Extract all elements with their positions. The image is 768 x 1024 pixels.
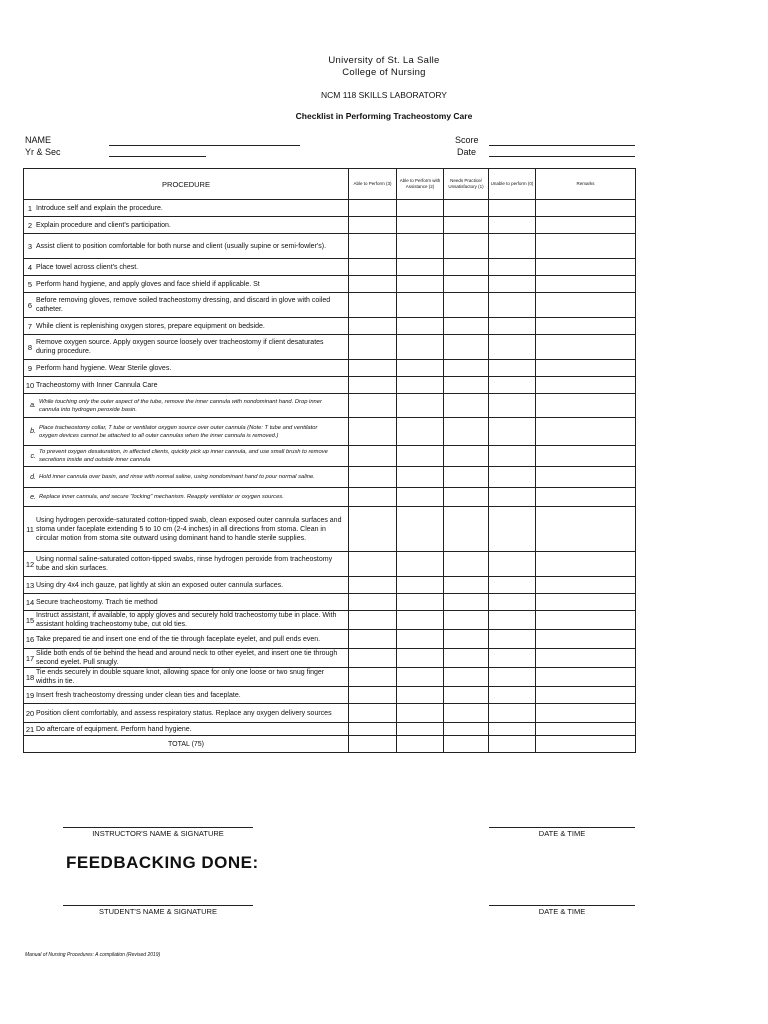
- remarks-cell[interactable]: [536, 704, 636, 723]
- score-cell-able[interactable]: [349, 611, 397, 630]
- score-cell-able[interactable]: [349, 200, 397, 217]
- procedure-cell: [24, 234, 349, 259]
- score-cell-needs[interactable]: [444, 335, 489, 360]
- step-number: 16: [25, 634, 35, 644]
- instructor-date-label: DATE & TIME: [538, 829, 586, 838]
- yrsec-field[interactable]: [109, 156, 206, 157]
- score-cell-unable[interactable]: [489, 200, 536, 217]
- instructor-signature-label: INSTRUCTOR'S NAME & SIGNATURE: [92, 829, 224, 838]
- table-row: [24, 259, 636, 276]
- score-cell-able[interactable]: [349, 259, 397, 276]
- score-cell-unable[interactable]: [489, 335, 536, 360]
- score-cell-assist[interactable]: [397, 259, 444, 276]
- substep-cell: [24, 394, 349, 418]
- score-cell-needs[interactable]: [444, 234, 489, 259]
- score-cell-needs[interactable]: [444, 467, 489, 488]
- score-cell-assist[interactable]: [397, 394, 444, 418]
- remarks-cell[interactable]: [536, 611, 636, 630]
- remarks-cell[interactable]: [536, 200, 636, 217]
- remarks-cell[interactable]: [536, 360, 636, 377]
- score-cell-assist[interactable]: [397, 552, 444, 577]
- score-cell-able[interactable]: [349, 704, 397, 723]
- procedure-cell: [24, 552, 349, 577]
- score-cell-needs[interactable]: [444, 668, 489, 687]
- score-cell-unable[interactable]: [489, 394, 536, 418]
- col-remarks-header: Remarks: [536, 169, 636, 200]
- remarks-cell[interactable]: [536, 293, 636, 318]
- table-row: [24, 611, 636, 630]
- step-text: Position client comfortably, and assess respiratory status. Replace any oxygen delivery sources: [36, 709, 332, 717]
- table-row: [24, 377, 636, 394]
- university-name: University of St. La Salle: [328, 55, 440, 66]
- score-cell-unable[interactable]: [489, 611, 536, 630]
- step-number: 6: [27, 300, 33, 310]
- score-cell-needs[interactable]: [444, 507, 489, 552]
- step-text: Perform hand hygiene, and apply gloves and face shield if applicable. St: [36, 280, 260, 288]
- procedure-cell: [24, 577, 349, 594]
- score-cell-able[interactable]: [349, 377, 397, 394]
- score-cell-unable[interactable]: [489, 467, 536, 488]
- score-cell-needs[interactable]: [444, 276, 489, 293]
- score-cell-assist[interactable]: [397, 335, 444, 360]
- score-cell-assist[interactable]: [397, 668, 444, 687]
- score-cell-able[interactable]: [349, 293, 397, 318]
- procedure-cell: [24, 318, 349, 335]
- col-unable-header: Unable to perform (0): [489, 169, 536, 200]
- score-cell-able[interactable]: [349, 668, 397, 687]
- date-label: Date: [457, 147, 477, 157]
- student-date-line[interactable]: [489, 905, 635, 906]
- remarks-cell[interactable]: [536, 446, 636, 467]
- score-cell-needs[interactable]: [444, 723, 489, 736]
- step-number: 15: [25, 615, 35, 625]
- procedure-cell: [24, 668, 349, 687]
- step-number: 14: [25, 597, 35, 607]
- procedure-cell: [24, 293, 349, 318]
- remarks-cell[interactable]: [536, 723, 636, 736]
- score-cell-able[interactable]: [349, 217, 397, 234]
- substep-cell: [24, 418, 349, 446]
- step-number: 11: [26, 524, 34, 534]
- score-cell-needs[interactable]: [444, 552, 489, 577]
- table-row: [24, 507, 636, 552]
- col-needs-header: Needs Practice/ Unsatisfactory (1): [444, 169, 489, 200]
- remarks-cell[interactable]: [536, 418, 636, 446]
- step-number: 18: [25, 672, 35, 682]
- table-row: [24, 704, 636, 723]
- substep-letter: d.: [30, 473, 36, 481]
- table-row: [24, 649, 636, 668]
- substep-text: Replace inner cannula, and secure "locking" mechanism. Reapply ventilator or oxygen sources.: [39, 494, 284, 500]
- remarks-cell[interactable]: [536, 259, 636, 276]
- table-row: [24, 594, 636, 611]
- score-cell-unable[interactable]: [489, 377, 536, 394]
- step-number: 1: [27, 203, 33, 213]
- substep-text: To prevent oxygen desaturation, in affected clients, quickly pick up inner cannula, and use small brush to remove secretions inside and outside inner cannula: [39, 449, 328, 463]
- score-cell-assist[interactable]: [397, 276, 444, 293]
- substep-letter: b.: [30, 428, 36, 435]
- col-assist-header: Able to Perform with Assistance (2): [397, 169, 444, 200]
- score-cell-unable[interactable]: [489, 649, 536, 668]
- score-cell-unable[interactable]: [489, 687, 536, 704]
- remarks-cell[interactable]: [536, 394, 636, 418]
- step-number: 10: [25, 380, 35, 390]
- table-row: [24, 552, 636, 577]
- feedback-heading: FEEDBACKING DONE:: [66, 853, 259, 872]
- table-row: [24, 723, 636, 736]
- step-number: 19: [25, 690, 35, 700]
- step-number: 12: [25, 559, 35, 569]
- score-cell-unable[interactable]: [489, 704, 536, 723]
- score-cell-assist[interactable]: [397, 507, 444, 552]
- score-cell-unable[interactable]: [489, 418, 536, 446]
- step-text: Remove oxygen source. Apply oxygen source loosely over tracheostomy if client desaturates during procedure.: [36, 339, 324, 355]
- remarks-cell[interactable]: [536, 377, 636, 394]
- table-subrow: [24, 488, 636, 507]
- col-able-header: Able to Perform (3): [349, 169, 397, 200]
- remarks-cell[interactable]: [536, 630, 636, 649]
- score-cell-able[interactable]: [349, 360, 397, 377]
- score-cell-assist[interactable]: [397, 217, 444, 234]
- procedure-cell: [24, 594, 349, 611]
- step-text: Before removing gloves, remove soiled tracheostomy dressing, and discard in glove with coiled catheter.: [36, 297, 331, 313]
- instructor-date-line[interactable]: [489, 827, 635, 828]
- step-number: 5: [27, 279, 33, 289]
- score-cell-unable[interactable]: [489, 318, 536, 335]
- score-cell-able[interactable]: [349, 552, 397, 577]
- score-cell-able[interactable]: [349, 507, 397, 552]
- step-text: Insert fresh tracheostomy dressing under clean ties and faceplate.: [36, 691, 241, 699]
- step-text: Secure tracheostomy. Trach tie method: [36, 598, 158, 606]
- step-text: Explain procedure and client's participation.: [36, 221, 171, 229]
- procedure-cell: [24, 723, 349, 736]
- procedure-cell: [24, 377, 349, 394]
- score-cell-unable[interactable]: [489, 577, 536, 594]
- procedure-cell: [24, 649, 349, 668]
- substep-letter: c.: [30, 452, 36, 460]
- score-field[interactable]: [489, 145, 635, 146]
- procedure-cell: [24, 217, 349, 234]
- score-cell-needs[interactable]: [444, 446, 489, 467]
- score-cell-assist[interactable]: [397, 704, 444, 723]
- score-cell-assist[interactable]: [397, 318, 444, 335]
- total-label: TOTAL (75): [24, 736, 349, 753]
- score-cell-able[interactable]: [349, 318, 397, 335]
- score-cell-able[interactable]: [349, 649, 397, 668]
- score-cell-assist[interactable]: [397, 377, 444, 394]
- step-text: Using dry 4x4 inch gauze, pat lightly at skin an exposed outer cannula surfaces.: [36, 581, 284, 589]
- remarks-cell[interactable]: [536, 577, 636, 594]
- remarks-cell[interactable]: [536, 736, 636, 753]
- step-text: Assist client to position comfortable for both nurse and client (usually supine or semi-fowler's).: [36, 242, 327, 250]
- score-cell-able[interactable]: [349, 335, 397, 360]
- substep-cell: [24, 446, 349, 467]
- score-cell-needs[interactable]: [444, 293, 489, 318]
- score-cell-unable[interactable]: [489, 293, 536, 318]
- score-cell-needs[interactable]: [444, 394, 489, 418]
- procedure-cell: [24, 276, 349, 293]
- step-text: Perform hand hygiene. Wear Sterile gloves.: [36, 364, 172, 372]
- date-field[interactable]: [489, 156, 635, 157]
- substep-cell: [24, 467, 349, 488]
- table-row: [24, 318, 636, 335]
- score-cell-unable[interactable]: [489, 259, 536, 276]
- total-row: [24, 736, 636, 753]
- student-signature-line[interactable]: [63, 905, 253, 906]
- step-text: Tie ends securely in double square knot, allowing space for only one loose or two snug finger widths in tie.: [36, 669, 325, 685]
- score-cell-able[interactable]: [349, 630, 397, 649]
- score-cell-needs[interactable]: [444, 318, 489, 335]
- procedure-cell: [24, 630, 349, 649]
- score-cell-assist[interactable]: [397, 293, 444, 318]
- substep-cell: [24, 488, 349, 507]
- step-number: 2: [27, 220, 33, 230]
- substep-letter: e.: [30, 493, 36, 501]
- table-subrow: [24, 467, 636, 488]
- student-signature-label: STUDENT'S NAME & SIGNATURE: [99, 907, 217, 916]
- score-cell-able[interactable]: [349, 394, 397, 418]
- score-cell-unable[interactable]: [489, 630, 536, 649]
- checklist-table: [23, 168, 636, 753]
- college-name: College of Nursing: [342, 67, 426, 78]
- score-cell-needs[interactable]: [444, 736, 489, 753]
- step-number: 17: [25, 653, 35, 663]
- step-number: 3: [27, 241, 33, 251]
- step-number: 4: [27, 262, 33, 272]
- score-cell-assist[interactable]: [397, 418, 444, 446]
- table-row: [24, 234, 636, 259]
- score-label: Score: [455, 135, 479, 145]
- score-cell-unable[interactable]: [489, 668, 536, 687]
- step-text: Take prepared tie and insert one end of the tie through faceplate eyelet, and pull ends even.: [36, 635, 321, 643]
- score-cell-able[interactable]: [349, 723, 397, 736]
- score-cell-needs[interactable]: [444, 377, 489, 394]
- substep-text: Hold inner cannula over basin, and rinse with normal saline, using nondominant hand to pour normal saline.: [39, 474, 315, 480]
- score-cell-able[interactable]: [349, 488, 397, 507]
- score-cell-unable[interactable]: [489, 446, 536, 467]
- score-cell-able[interactable]: [349, 736, 397, 753]
- remarks-cell[interactable]: [536, 668, 636, 687]
- procedure-cell: [24, 687, 349, 704]
- remarks-cell[interactable]: [536, 276, 636, 293]
- table-header-row: [24, 169, 636, 200]
- score-cell-able[interactable]: [349, 446, 397, 467]
- score-cell-needs[interactable]: [444, 611, 489, 630]
- document-title: Checklist in Performing Tracheostomy Care: [295, 111, 473, 121]
- remarks-cell[interactable]: [536, 687, 636, 704]
- score-cell-unable[interactable]: [489, 488, 536, 507]
- step-text: Using normal saline-saturated cotton-tipped swabs, rinse hydrogen peroxide from tracheostomy tube and skin surfaces.: [36, 556, 333, 572]
- score-cell-assist[interactable]: [397, 234, 444, 259]
- remarks-cell[interactable]: [536, 335, 636, 360]
- table-row: [24, 668, 636, 687]
- table-row: [24, 335, 636, 360]
- table-row: [24, 293, 636, 318]
- procedure-cell: [24, 360, 349, 377]
- score-cell-unable[interactable]: [489, 594, 536, 611]
- table-row: [24, 217, 636, 234]
- score-cell-assist[interactable]: [397, 467, 444, 488]
- score-cell-assist[interactable]: [397, 594, 444, 611]
- student-date-label: DATE & TIME: [538, 907, 586, 916]
- step-number: 9: [27, 363, 33, 373]
- procedure-header: PROCEDURE: [24, 169, 349, 200]
- step-text: Using hydrogen peroxide-saturated cotton-tipped swab, clean exposed outer cannula surfaces and stoma under faceplate extending 5 to 10 cm (2-4 inches) in all directions from stoma. Clean in circular motion from stoma site outward using dominant hand to handle sterile supplies.: [36, 516, 342, 542]
- name-field[interactable]: [109, 145, 300, 146]
- procedure-cell: [24, 335, 349, 360]
- score-cell-able[interactable]: [349, 577, 397, 594]
- procedure-cell: [24, 259, 349, 276]
- score-cell-needs[interactable]: [444, 687, 489, 704]
- score-cell-able[interactable]: [349, 687, 397, 704]
- step-text: While client is replenishing oxygen stores, prepare equipment on bedside.: [36, 322, 265, 330]
- remarks-cell[interactable]: [536, 649, 636, 668]
- step-number: 8: [27, 342, 33, 352]
- score-cell-assist[interactable]: [397, 687, 444, 704]
- table-subrow: [24, 394, 636, 418]
- step-text: Place towel across client's chest.: [36, 263, 139, 271]
- name-label: NAME: [25, 135, 52, 145]
- yrsec-label: Yr & Sec: [25, 147, 61, 157]
- score-cell-assist[interactable]: [397, 488, 444, 507]
- score-cell-needs[interactable]: [444, 200, 489, 217]
- score-cell-needs[interactable]: [444, 217, 489, 234]
- score-cell-able[interactable]: [349, 418, 397, 446]
- table-row: [24, 577, 636, 594]
- score-cell-able[interactable]: [349, 467, 397, 488]
- score-cell-assist[interactable]: [397, 723, 444, 736]
- score-cell-assist[interactable]: [397, 200, 444, 217]
- score-cell-needs[interactable]: [444, 488, 489, 507]
- step-number: 20: [25, 708, 35, 718]
- score-cell-unable[interactable]: [489, 723, 536, 736]
- procedure-cell: [24, 704, 349, 723]
- score-cell-unable[interactable]: [489, 507, 536, 552]
- score-cell-assist[interactable]: [397, 577, 444, 594]
- remarks-cell[interactable]: [536, 217, 636, 234]
- step-text: Instruct assistant, if available, to apply gloves and securely hold tracheostomy tube in place. With assistant holding tracheostomy tube, cut old ties.: [36, 612, 337, 628]
- footer-citation: Manual of Nursing Procedures: A compilation (Revised 2019): [25, 952, 161, 958]
- step-text: Tracheostomy with Inner Cannula Care: [36, 381, 158, 389]
- score-cell-unable[interactable]: [489, 276, 536, 293]
- remarks-cell[interactable]: [536, 234, 636, 259]
- score-cell-needs[interactable]: [444, 704, 489, 723]
- substep-text: Place tracheostomy collar, T tube or ventilator oxygen source over outer cannula (Note: T tube and ventilator oxygen devices cannot be attached to all outer cannulas when the inner cannula is removed.): [39, 424, 318, 439]
- step-text: Slide both ends of tie behind the head and around neck to other eyelet, and insert one tie through second eyelet. Pull snugly.: [36, 650, 338, 666]
- step-number: 7: [27, 321, 33, 331]
- course-title: NCM 118 SKILLS LABORATORY: [321, 90, 447, 100]
- score-cell-unable[interactable]: [489, 736, 536, 753]
- score-cell-unable[interactable]: [489, 552, 536, 577]
- step-text: Introduce self and explain the procedure.: [36, 204, 163, 212]
- score-cell-needs[interactable]: [444, 418, 489, 446]
- table-row: [24, 687, 636, 704]
- procedure-cell: [24, 507, 349, 552]
- remarks-cell[interactable]: [536, 318, 636, 335]
- score-cell-assist[interactable]: [397, 649, 444, 668]
- score-cell-able[interactable]: [349, 276, 397, 293]
- score-cell-unable[interactable]: [489, 360, 536, 377]
- step-text: Do aftercare of equipment. Perform hand hygiene.: [36, 725, 192, 733]
- score-cell-assist[interactable]: [397, 630, 444, 649]
- substep-text: While touching only the outer aspect of the tube, remove the inner cannula with nondominant hand. Drop inner cannula into hydrogen peroxide basin.: [39, 398, 322, 413]
- step-number: 13: [25, 580, 35, 590]
- procedure-cell: [24, 200, 349, 217]
- score-cell-assist[interactable]: [397, 736, 444, 753]
- table-subrow: [24, 446, 636, 467]
- score-cell-able[interactable]: [349, 594, 397, 611]
- score-cell-unable[interactable]: [489, 234, 536, 259]
- remarks-cell[interactable]: [536, 488, 636, 507]
- score-cell-needs[interactable]: [444, 577, 489, 594]
- score-cell-needs[interactable]: [444, 649, 489, 668]
- score-cell-needs[interactable]: [444, 360, 489, 377]
- remarks-cell[interactable]: [536, 467, 636, 488]
- score-cell-needs[interactable]: [444, 630, 489, 649]
- table-row: [24, 276, 636, 293]
- score-cell-needs[interactable]: [444, 259, 489, 276]
- table-row: [24, 630, 636, 649]
- instructor-signature-line[interactable]: [63, 827, 253, 828]
- score-cell-able[interactable]: [349, 234, 397, 259]
- score-cell-unable[interactable]: [489, 217, 536, 234]
- table-row: [24, 360, 636, 377]
- table-subrow: [24, 418, 636, 446]
- remarks-cell[interactable]: [536, 507, 636, 552]
- score-cell-assist[interactable]: [397, 360, 444, 377]
- remarks-cell[interactable]: [536, 552, 636, 577]
- score-cell-assist[interactable]: [397, 611, 444, 630]
- procedure-cell: [24, 611, 349, 630]
- remarks-cell[interactable]: [536, 594, 636, 611]
- table-row: [24, 200, 636, 217]
- step-number: 21: [25, 724, 35, 734]
- substep-letter: a.: [30, 402, 36, 409]
- score-cell-needs[interactable]: [444, 594, 489, 611]
- score-cell-assist[interactable]: [397, 446, 444, 467]
